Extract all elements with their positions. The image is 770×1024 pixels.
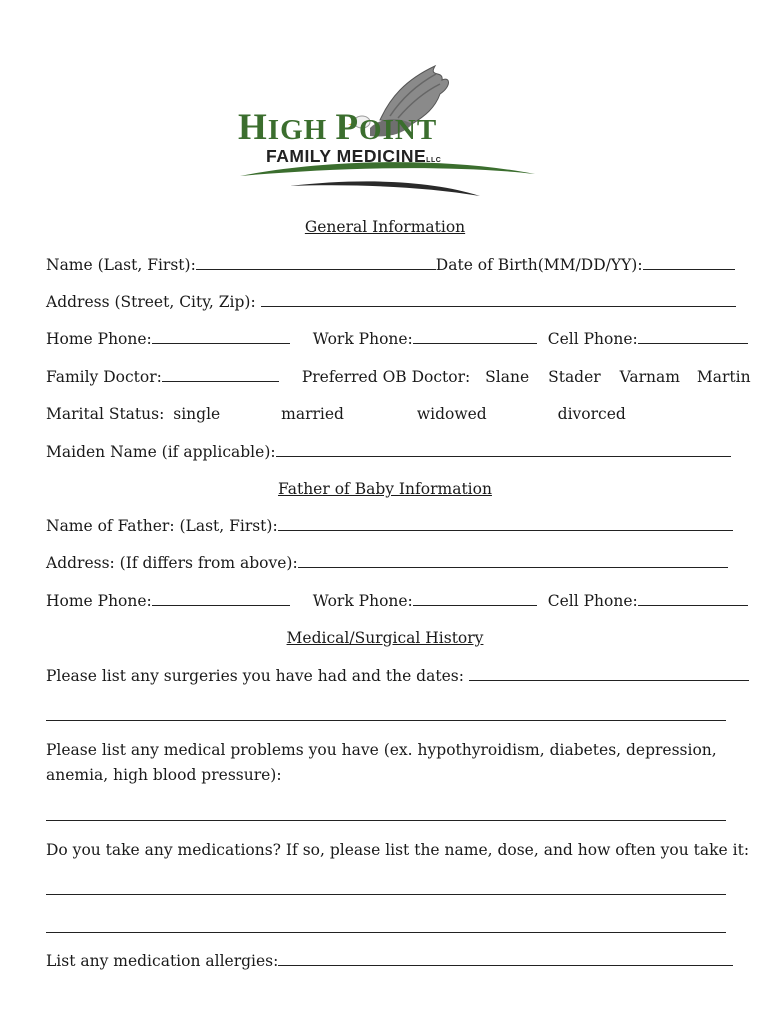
- medications-line-2[interactable]: [46, 932, 726, 933]
- father-cell-phone-label: Cell Phone:: [547, 592, 638, 610]
- father-address-field[interactable]: [298, 554, 728, 568]
- father-work-phone-field[interactable]: [413, 592, 537, 606]
- marital-status-label: Marital Status:: [46, 405, 165, 423]
- allergies-field[interactable]: [278, 952, 733, 966]
- general-information-heading: General Information: [304, 218, 466, 236]
- father-address-row: [46, 554, 728, 572]
- surgeries-row: [46, 667, 749, 685]
- marital-married[interactable]: married: [281, 405, 344, 423]
- ob-doctor-slane[interactable]: Slane: [485, 368, 530, 386]
- ob-doctor-label: Preferred OB Doctor:: [301, 368, 471, 386]
- father-work-phone-label: Work Phone:: [312, 592, 413, 610]
- marital-widowed[interactable]: widowed: [416, 405, 487, 423]
- home-phone-field[interactable]: [152, 330, 290, 344]
- father-name-field[interactable]: [278, 517, 733, 531]
- logo: [230, 58, 550, 203]
- work-phone-label: Work Phone:: [312, 330, 413, 348]
- surgeries-label: Please list any surgeries you have had and the dates:: [46, 667, 464, 685]
- cell-phone-field[interactable]: [638, 330, 748, 344]
- family-doctor-field[interactable]: [162, 368, 279, 382]
- maiden-name-label: Maiden Name (if applicable):: [46, 443, 276, 461]
- name-field[interactable]: [196, 256, 436, 270]
- marital-divorced[interactable]: divorced: [557, 405, 626, 423]
- family-doctor-label: Family Doctor:: [46, 368, 162, 386]
- surgeries-line-2[interactable]: [46, 720, 726, 721]
- ob-doctor-varnam[interactable]: Varnam: [619, 368, 680, 386]
- name-row: [46, 256, 735, 274]
- maiden-row: [46, 443, 731, 461]
- address-row: [46, 293, 736, 311]
- allergies-row: [46, 952, 733, 970]
- marital-single[interactable]: single: [173, 405, 221, 423]
- father-information-heading: Father of Baby Information: [278, 480, 492, 498]
- brand-name-line1: HIGH POINT: [238, 107, 438, 148]
- medications-label: Do you take any medications? If so, please list the name, dose, and how often you take it:: [46, 841, 750, 859]
- doctor-row: [46, 368, 751, 386]
- problems-label-line-2: anemia, high blood pressure):: [46, 766, 282, 784]
- address-field[interactable]: [261, 293, 736, 307]
- maiden-name-field[interactable]: [276, 443, 731, 457]
- address-label: Address (Street, City, Zip):: [46, 293, 256, 311]
- medications-line-1[interactable]: [46, 894, 726, 895]
- father-cell-phone-field[interactable]: [638, 592, 748, 606]
- father-home-phone-label: Home Phone:: [46, 592, 152, 610]
- name-label: Name (Last, First):: [46, 256, 196, 274]
- father-name-row: [46, 517, 733, 535]
- marital-row: [46, 405, 626, 423]
- allergies-label: List any medication allergies:: [46, 952, 279, 970]
- father-home-phone-field[interactable]: [152, 592, 290, 606]
- brand-name-line2: FAMILY MEDICINELLC: [266, 146, 442, 166]
- dob-field[interactable]: [643, 256, 735, 270]
- father-name-label: Name of Father: (Last, First):: [46, 517, 278, 535]
- father-address-label: Address: (If differs from above):: [46, 554, 298, 572]
- ob-doctor-martin[interactable]: Martin: [696, 368, 751, 386]
- work-phone-field[interactable]: [413, 330, 537, 344]
- medical-history-heading: Medical/Surgical History: [286, 629, 484, 647]
- father-phone-row: [46, 592, 748, 610]
- phone-row: [46, 330, 748, 348]
- ob-doctor-stader[interactable]: Stader: [548, 368, 601, 386]
- problems-field[interactable]: [46, 820, 726, 821]
- dob-label: Date of Birth(MM/DD/YY):: [435, 256, 643, 274]
- home-phone-label: Home Phone:: [46, 330, 152, 348]
- problems-label-line-1: Please list any medical problems you have (ex. hypothyroidism, diabetes, depression,: [46, 741, 717, 759]
- surgeries-field[interactable]: [469, 667, 749, 681]
- cell-phone-label: Cell Phone:: [547, 330, 638, 348]
